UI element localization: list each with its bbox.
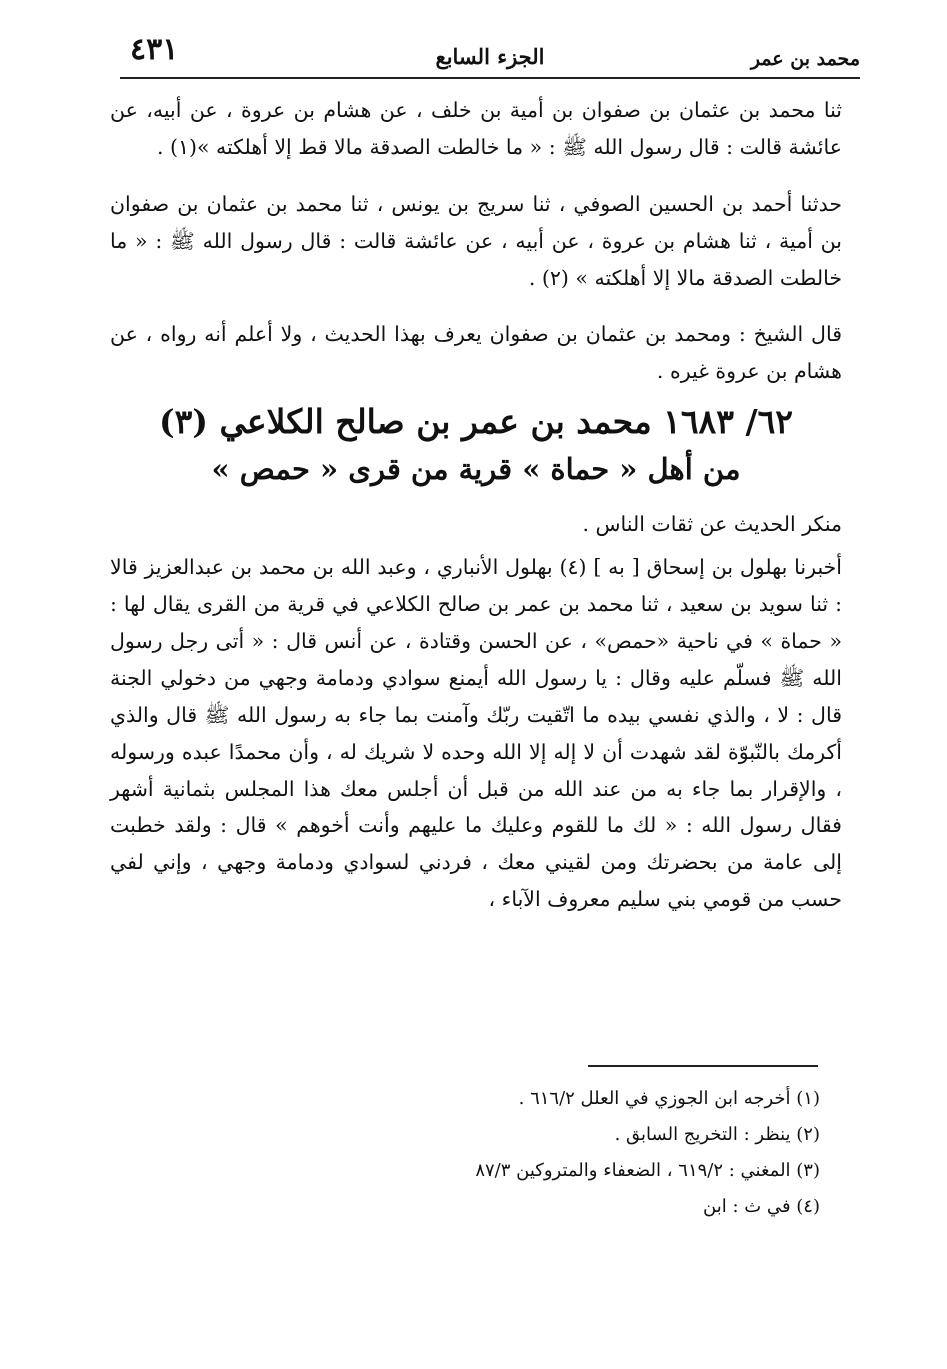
footnote-divider: [588, 1065, 818, 1067]
footnotes: [140, 1090, 820, 1234]
entry-subtitle: من أهل « حماة » قرية من قرى « حمص »: [211, 452, 741, 487]
footnote-1: (١) أخرجه ابن الجوزي في العلل ٦١٦/٢ .: [518, 1088, 820, 1109]
footnote-3: (٣) المغني : ٦١٩/٢ ، الضعفاء والمتروكين ٨٧/٣: [475, 1160, 820, 1181]
footnote-4: (٤) في ث : ابن: [703, 1196, 820, 1217]
paragraph-hadith-1: ثنا محمد بن عثمان بن صفوان بن أمية بن خلف ، عن هشام بن عروة ، عن أبيه، عن عائشة قالت : قال رسول الله ﷺ : « ما خالطت الصدقة مالا قط إلا أهلكته »(١) .: [110, 98, 842, 159]
running-title: محمد بن عمر: [750, 48, 860, 70]
page-number: ٤٣١: [130, 32, 179, 67]
entry-heading: [110, 396, 842, 492]
running-header: [120, 32, 860, 72]
footnote-2: (٢) ينظر : التخريج السابق .: [614, 1124, 820, 1145]
paragraph-entry-verdict: منكر الحديث عن ثقات الناس .: [582, 512, 842, 537]
entry-title: ٦٢/ ١٦٨٣ محمد بن عمر بن صالح الكلاعي (٣): [158, 402, 794, 442]
paragraph-sheikh-note: قال الشيخ : ومحمد بن عثمان بن صفوان يعرف بهذا الحديث ، ولا أعلم أنه رواه ، عن هشام بن عروة غيره .: [110, 322, 842, 384]
paragraph-entry-hadith: أخبرنا بهلول بن إسحاق [ به ] (٤) بهلول الأنباري ، وعبد الله بن محمد بن عبدالعزيز قالا : ثنا سويد بن سعيد ، ثنا محمد بن عمر بن صالح الكلاعي في قرية من القرى يقال لها : « حماة » في ناحية «حمص» ، عن الحسن وقتادة ، عن أنس قال : « أتى رجل رسول الله ﷺ فسلّم عليه وقال : يا رسول الله أيمنع سوادي ودمامة وجهي من دخولي الجنة قال : لا ، والذي نفسي بيده ما اتّقيت ربّك وآمنت بما جاء به رسول الله ﷺ قال والذي أكرمك بالنّبوّة لقد شهدت أن لا إله إلا الله وحده لا شريك له ، وأن محمدًا عبده ورسوله ، والإقرار بما جاء به من عند الله من قبل أن أجلس معك هذا المجلس بثمانية أشهر فقال رسول الله : « لك ما للقوم وعليك ما عليهم وأنت أخوهم » قال : ولقد خطبت إلى عامة من بحضرتك ومن لقيني معك ، فردني لسوادي ودمامة وجهي ، وإني لفي حسب من قومي بني سليم معروف الآباء ،: [110, 555, 842, 912]
header-divider: [120, 77, 860, 79]
paragraph-hadith-2: حدثنا أحمد بن الحسين الصوفي ، ثنا سريج بن يونس ، ثنا محمد بن عثمان بن صفوان بن أمية ، ثنا هشام بن عروة ، عن أبيه ، عن عائشة قالت : قال رسول الله ﷺ : « ما خالطت الصدقة مالا إلا أهلكته » (٢) .: [110, 191, 842, 290]
main-text: [110, 92, 842, 938]
section-title: الجزء السابع: [435, 44, 545, 69]
